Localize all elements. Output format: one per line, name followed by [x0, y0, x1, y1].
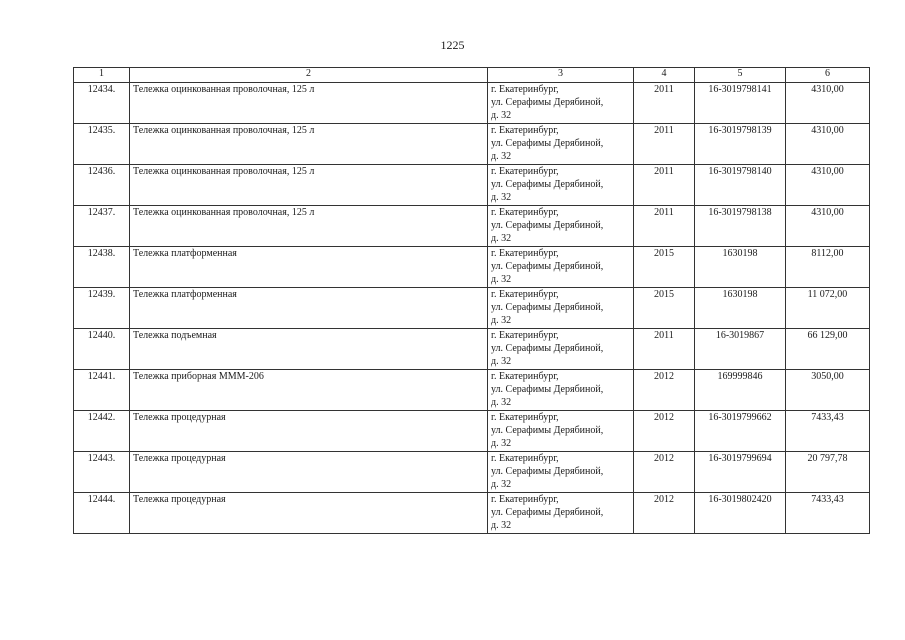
- item-address: [488, 329, 634, 370]
- address-line: д. 32: [491, 315, 512, 326]
- item-address: [488, 83, 634, 124]
- address-line: г. Екатеринбург,: [491, 412, 559, 423]
- item-name: Тележка оцинкованная проволочная, 125 л: [130, 165, 488, 206]
- page-number: 1225: [440, 38, 465, 52]
- row-number: 12442.: [74, 411, 130, 452]
- address-line: ул. Серафимы Дерябиной,: [491, 138, 604, 149]
- address-line: г. Екатеринбург,: [491, 125, 559, 136]
- item-name: Тележка платформенная: [130, 288, 488, 329]
- table-row: [74, 165, 870, 206]
- address-line: ул. Серафимы Дерябиной,: [491, 466, 604, 477]
- item-cost: 4310,00: [786, 206, 870, 247]
- inventory-number: 16-3019802420: [695, 493, 786, 534]
- item-name: Тележка оцинкованная проволочная, 125 л: [130, 206, 488, 247]
- item-cost: 8112,00: [786, 247, 870, 288]
- item-address: [488, 247, 634, 288]
- item-address: [488, 124, 634, 165]
- item-year: 2012: [634, 493, 695, 534]
- property-registry-table: [73, 67, 870, 534]
- column-header: 6: [786, 68, 870, 83]
- item-year: 2011: [634, 124, 695, 165]
- item-year: 2012: [634, 452, 695, 493]
- address-line: д. 32: [491, 479, 512, 490]
- address-line: д. 32: [491, 397, 512, 408]
- address-line: д. 32: [491, 356, 512, 367]
- item-address: [488, 206, 634, 247]
- table-row: [74, 329, 870, 370]
- item-name: Тележка процедурная: [130, 493, 488, 534]
- address-line: г. Екатеринбург,: [491, 84, 559, 95]
- inventory-number: 16-3019799694: [695, 452, 786, 493]
- column-header: 3: [488, 68, 634, 83]
- item-name: Тележка процедурная: [130, 452, 488, 493]
- inventory-number: 16-3019867: [695, 329, 786, 370]
- address-line: г. Екатеринбург,: [491, 371, 559, 382]
- table-row: [74, 288, 870, 329]
- row-number: 12435.: [74, 124, 130, 165]
- address-line: ул. Серафимы Дерябиной,: [491, 220, 604, 231]
- item-year: 2011: [634, 206, 695, 247]
- address-line: д. 32: [491, 192, 512, 203]
- item-name: Тележка процедурная: [130, 411, 488, 452]
- item-year: 2011: [634, 83, 695, 124]
- row-number: 12438.: [74, 247, 130, 288]
- item-cost: 4310,00: [786, 124, 870, 165]
- address-line: г. Екатеринбург,: [491, 494, 559, 505]
- inventory-number: 16-3019798139: [695, 124, 786, 165]
- address-line: д. 32: [491, 520, 512, 531]
- address-line: г. Екатеринбург,: [491, 207, 559, 218]
- table-row: [74, 493, 870, 534]
- item-name: Тележка приборная МММ-206: [130, 370, 488, 411]
- row-number: 12439.: [74, 288, 130, 329]
- table-body: [74, 83, 870, 534]
- address-line: д. 32: [491, 438, 512, 449]
- row-number: 12434.: [74, 83, 130, 124]
- table-row: [74, 370, 870, 411]
- item-name: Тележка подъемная: [130, 329, 488, 370]
- table-header-row: [74, 68, 870, 83]
- address-line: г. Екатеринбург,: [491, 330, 559, 341]
- inventory-number: 16-3019798140: [695, 165, 786, 206]
- address-line: г. Екатеринбург,: [491, 248, 559, 259]
- column-header: 1: [74, 68, 130, 83]
- table-row: [74, 452, 870, 493]
- table-row: [74, 206, 870, 247]
- address-line: ул. Серафимы Дерябиной,: [491, 261, 604, 272]
- inventory-number: 1630198: [695, 288, 786, 329]
- column-header: 5: [695, 68, 786, 83]
- item-address: [488, 288, 634, 329]
- table-row: [74, 247, 870, 288]
- item-cost: 7433,43: [786, 411, 870, 452]
- address-line: д. 32: [491, 274, 512, 285]
- row-number: 12440.: [74, 329, 130, 370]
- item-name: Тележка оцинкованная проволочная, 125 л: [130, 83, 488, 124]
- item-cost: 66 129,00: [786, 329, 870, 370]
- table-row: [74, 83, 870, 124]
- row-number: 12437.: [74, 206, 130, 247]
- item-name: Тележка оцинкованная проволочная, 125 л: [130, 124, 488, 165]
- address-line: ул. Серафимы Дерябиной,: [491, 302, 604, 313]
- column-header: 2: [130, 68, 488, 83]
- item-cost: 3050,00: [786, 370, 870, 411]
- row-number: 12441.: [74, 370, 130, 411]
- item-cost: 20 797,78: [786, 452, 870, 493]
- item-year: 2012: [634, 370, 695, 411]
- inventory-number: 16-3019798138: [695, 206, 786, 247]
- inventory-number: 1630198: [695, 247, 786, 288]
- inventory-number: 169999846: [695, 370, 786, 411]
- address-line: ул. Серафимы Дерябиной,: [491, 384, 604, 395]
- item-year: 2015: [634, 247, 695, 288]
- address-line: д. 32: [491, 151, 512, 162]
- item-year: 2011: [634, 329, 695, 370]
- item-address: [488, 452, 634, 493]
- row-number: 12443.: [74, 452, 130, 493]
- item-address: [488, 493, 634, 534]
- item-address: [488, 165, 634, 206]
- item-cost: 4310,00: [786, 165, 870, 206]
- item-year: 2011: [634, 165, 695, 206]
- address-line: д. 32: [491, 110, 512, 121]
- address-line: ул. Серафимы Дерябиной,: [491, 507, 604, 518]
- table-row: [74, 411, 870, 452]
- item-year: 2015: [634, 288, 695, 329]
- item-name: Тележка платформенная: [130, 247, 488, 288]
- address-line: г. Екатеринбург,: [491, 453, 559, 464]
- item-address: [488, 370, 634, 411]
- inventory-number: 16-3019798141: [695, 83, 786, 124]
- address-line: ул. Серафимы Дерябиной,: [491, 97, 604, 108]
- address-line: г. Екатеринбург,: [491, 289, 559, 300]
- table-row: [74, 124, 870, 165]
- item-year: 2012: [634, 411, 695, 452]
- inventory-number: 16-3019799662: [695, 411, 786, 452]
- row-number: 12444.: [74, 493, 130, 534]
- address-line: ул. Серафимы Дерябиной,: [491, 179, 604, 190]
- item-cost: 11 072,00: [786, 288, 870, 329]
- column-header: 4: [634, 68, 695, 83]
- address-line: д. 32: [491, 233, 512, 244]
- item-cost: 4310,00: [786, 83, 870, 124]
- address-line: ул. Серафимы Дерябиной,: [491, 343, 604, 354]
- item-address: [488, 411, 634, 452]
- item-cost: 7433,43: [786, 493, 870, 534]
- address-line: ул. Серафимы Дерябиной,: [491, 425, 604, 436]
- address-line: г. Екатеринбург,: [491, 166, 559, 177]
- row-number: 12436.: [74, 165, 130, 206]
